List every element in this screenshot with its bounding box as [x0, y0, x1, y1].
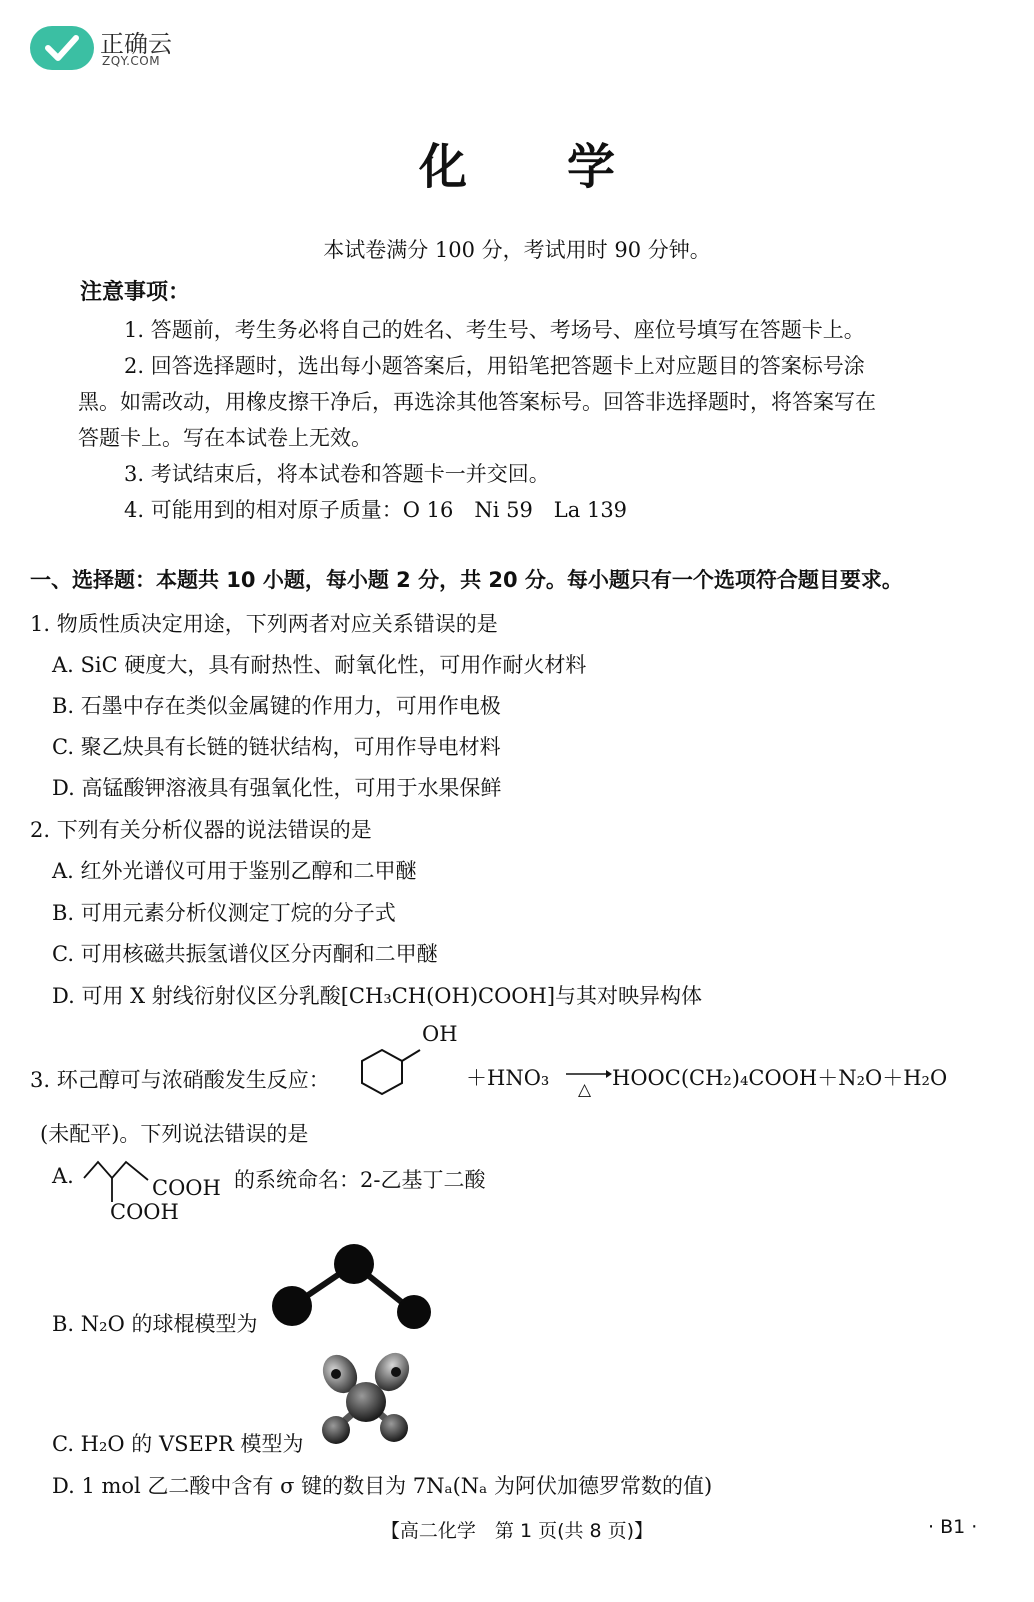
logo-badge-icon [30, 26, 94, 70]
cooh-label: COOH [152, 1176, 221, 1200]
logo-name-cn: 正确云 [100, 30, 172, 58]
question-option: C. 聚乙炔具有长链的链状结构，可用作导电材料 [52, 735, 501, 759]
notice-line: 1. 答题前，考生务必将自己的姓名、考生号、考场号、座位号填写在答题卡上。 [124, 318, 865, 342]
question-stem: 1. 物质性质决定用途，下列两者对应关系错误的是 [30, 612, 498, 636]
paper-code: · B1 · [928, 1516, 978, 1538]
n2o-ball-stick-model [268, 1240, 438, 1336]
ethylsuccinic-skeleton [80, 1158, 160, 1204]
question-option: C. 可用核磁共振氢谱仪区分丙酮和二甲醚 [52, 942, 438, 966]
logo-name-en: ZQY.COM [102, 54, 161, 68]
cyclohexanol-structure [358, 1040, 438, 1104]
oh-label: OH [422, 1022, 458, 1046]
question-stem: 3. 环己醇可与浓硝酸发生反应： [30, 1068, 330, 1092]
notice-line: 答题卡上。写在本试卷上无效。 [78, 426, 372, 450]
page-footer: 【高二化学 第 1 页(共 8 页)】 [380, 1520, 654, 1542]
products: HOOC(CH₂)₄COOH＋N₂O＋H₂O [612, 1066, 948, 1090]
question-option: A. SiC 硬度大，具有耐热性、耐氧化性，可用作耐火材料 [52, 653, 587, 677]
question-option: D. 可用 X 射线衍射仪区分乳酸[CH₃CH(OH)COOH]与其对映异构体 [52, 984, 703, 1008]
notice-heading: 注意事项： [80, 280, 191, 305]
notice-line: 4. 可能用到的相对原子质量：O 16 Ni 59 La 139 [124, 498, 628, 522]
option-d-text: D. 1 mol 乙二酸中含有 σ 键的数目为 7Nₐ(Nₐ 为阿伏加德罗常数的值) [52, 1474, 713, 1498]
question-stem-suffix: (未配平)。下列说法错误的是 [40, 1122, 309, 1146]
page-title: 化学 [418, 139, 715, 195]
option-b-text: B. N₂O 的球棍模型为 [52, 1312, 258, 1336]
h2o-vsepr-model [316, 1352, 416, 1448]
section-heading: 一、选择题：本题共 10 小题，每小题 2 分，共 20 分。每小题只有一个选项符合题目要求。 [30, 568, 903, 592]
question-option: B. 石墨中存在类似金属键的作用力，可用作电极 [52, 694, 501, 718]
cooh-label: COOH [110, 1200, 179, 1224]
notice-line: 黑。如需改动，用橡皮擦干净后，再选涂其他答案标号。回答非选择题时，将答案写在 [78, 390, 876, 414]
option-a-label: A. [52, 1164, 74, 1188]
reaction-condition: △ [578, 1080, 592, 1100]
question-option: B. 可用元素分析仪测定丁烷的分子式 [52, 901, 396, 925]
option-a-text: 的系统命名：2-乙基丁二酸 [234, 1168, 486, 1192]
question-option: A. 红外光谱仪可用于鉴别乙醇和二甲醚 [52, 859, 417, 883]
question-option: D. 高锰酸钾溶液具有强氧化性，可用于水果保鲜 [52, 776, 502, 800]
option-c-text: C. H₂O 的 VSEPR 模型为 [52, 1432, 304, 1456]
question-stem: 2. 下列有关分析仪器的说法错误的是 [30, 818, 372, 842]
notice-line: 2. 回答选择题时，选出每小题答案后，用铅笔把答题卡上对应题目的答案标号涂 [124, 354, 865, 378]
logo [30, 22, 180, 74]
reactant: ＋HNO₃ [466, 1066, 550, 1090]
exam-info: 本试卷满分 100 分，考试用时 90 分钟。 [323, 238, 711, 262]
notice-line: 3. 考试结束后，将本试卷和答题卡一并交回。 [124, 462, 550, 486]
